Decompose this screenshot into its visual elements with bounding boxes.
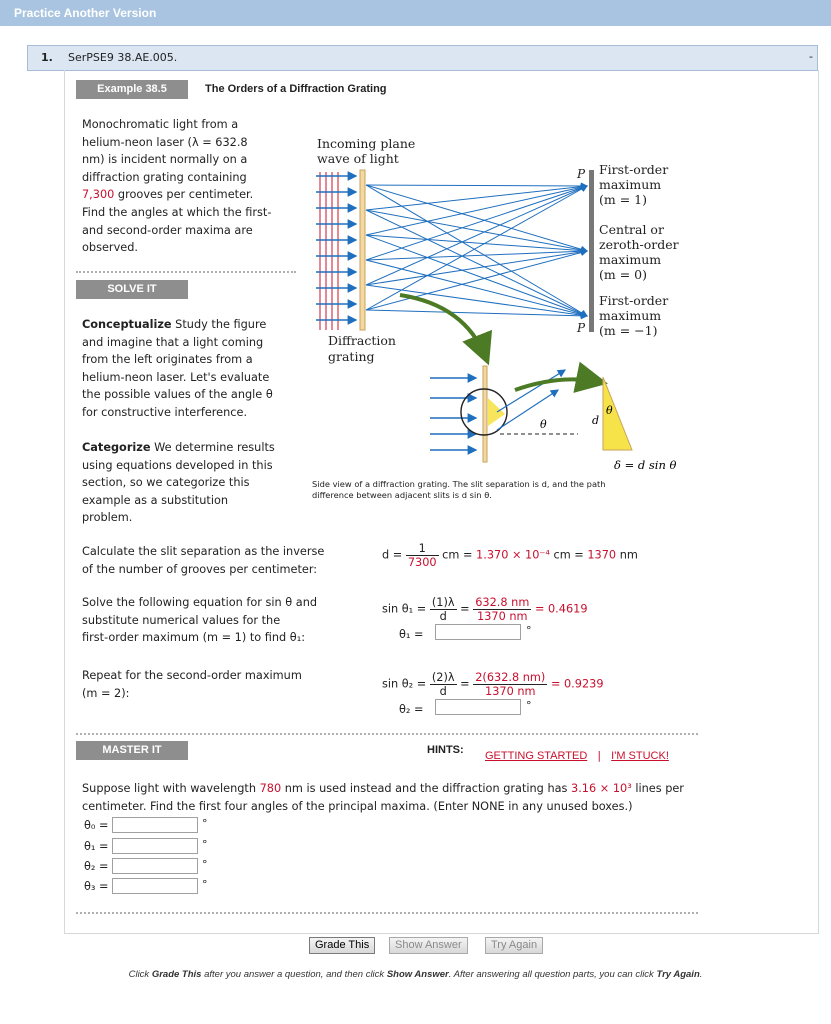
lines-value: 3.16 × 10³	[571, 782, 632, 795]
eq-sin1-d1: d	[439, 610, 447, 623]
first-order-top-2: maximum	[599, 177, 662, 192]
categorize-text: We determine results	[150, 441, 275, 454]
eq-d-fraction	[406, 542, 439, 569]
eq-sin2-frac2	[473, 671, 547, 698]
ray-up-1	[497, 370, 565, 412]
master-question	[82, 780, 712, 815]
practice-another-version-link[interactable]: Practice Another Version	[14, 6, 157, 20]
master-line: centimeter. Find the first four angles of the principal maxima. (Enter NONE in any unused boxes.)	[82, 799, 633, 813]
diffracted-ray	[366, 235, 587, 316]
categorize-heading: Categorize	[82, 441, 151, 454]
central-2: zeroth-order	[599, 237, 679, 252]
concept-line: the possible values of the angle θ	[82, 388, 273, 402]
eq-d-num: 1	[406, 542, 439, 556]
getting-started-link[interactable]: GETTING STARTED	[485, 750, 588, 762]
diffracted-ray	[366, 186, 587, 210]
categorize-line: section, so we categorize this	[82, 476, 250, 490]
conceptualize-heading: Conceptualize	[82, 318, 172, 331]
step-first-order	[82, 594, 362, 647]
label-incoming-1: Incoming plane	[317, 136, 416, 151]
zoom-arrow	[400, 295, 486, 358]
eq-d-unit3: nm	[616, 548, 638, 562]
step-second-order	[82, 667, 362, 702]
degree-symbol: °	[202, 878, 208, 891]
diffracted-rays	[366, 185, 587, 316]
theta1-master-input[interactable]	[112, 838, 198, 854]
first-order-bottom-2: maximum	[599, 308, 662, 323]
degree-symbol: °	[202, 817, 208, 830]
intro-line: observed.	[82, 241, 138, 255]
degree-symbol: °	[526, 699, 532, 712]
intro-line	[82, 186, 312, 204]
solve-it-badge: SOLVE IT	[76, 280, 188, 299]
divider	[76, 733, 698, 735]
conceptualize-paragraph	[82, 316, 312, 422]
step-line: first-order maximum (m = 1) to find θ₁:	[82, 631, 306, 645]
concept-line	[82, 316, 312, 334]
im-stuck-link[interactable]: I'M STUCK!	[611, 750, 669, 762]
eq-sin1-n1: (1)λ	[431, 596, 455, 609]
categorize-line: using equations developed in this	[82, 458, 273, 472]
label-diffraction: Diffraction	[328, 333, 396, 348]
equation-sin2	[382, 671, 604, 698]
degree-symbol: °	[202, 838, 208, 851]
intro-line: diffraction grating containing	[82, 170, 247, 184]
eq-sin1-result: = 0.4619	[534, 602, 588, 616]
master-it-badge: MASTER IT	[76, 741, 188, 760]
step-line: Repeat for the second-order maximum	[82, 669, 302, 682]
theta0-input[interactable]	[112, 817, 198, 833]
example-intro	[82, 116, 312, 257]
concept-line: from the left originates from a	[82, 353, 253, 367]
central-1: Central or	[599, 222, 664, 237]
intro-text: grooves per centimeter.	[114, 188, 254, 202]
eq-sin2-n1: (2)λ	[431, 671, 455, 684]
step-line: (m = 2):	[82, 686, 130, 700]
q-text: lines per	[631, 782, 684, 795]
eq-sin1-d2: 1370 nm	[477, 610, 528, 623]
concept-line: helium-neon laser. Let's evaluate	[82, 370, 270, 384]
theta2-input[interactable]	[435, 699, 521, 715]
side-view-arrows	[430, 378, 476, 450]
ray-up-2	[497, 390, 558, 430]
question-number: 1.	[41, 51, 53, 64]
first-order-top-1: First-order	[599, 162, 669, 177]
first-order-bottom-1: First-order	[599, 293, 669, 308]
intro-line: and second-order maxima are	[82, 223, 253, 237]
eq-sin2-eq: =	[460, 677, 470, 691]
eq-sin1-eq: =	[460, 602, 470, 616]
concept-text: Study the figure	[171, 318, 267, 331]
path-difference-label: δ = d sin θ	[614, 458, 677, 472]
footer-text: . After answering all question parts, you can click	[448, 969, 657, 980]
plane-wavefronts	[320, 172, 338, 330]
theta2-master-input[interactable]	[112, 858, 198, 874]
diffracted-ray	[366, 251, 587, 310]
eq-sin2-result: = 0.9239	[550, 677, 604, 691]
theta2-label: θ₂ =	[399, 703, 424, 716]
categorize-line: problem.	[82, 511, 133, 525]
theta2-master-label: θ₂ =	[84, 860, 109, 873]
caption-line: difference between adjacent slits is d sin θ.	[312, 490, 492, 500]
intro-line: Find the angles at which the first-	[82, 205, 272, 219]
q-text: nm is used instead and the diffraction grating has	[281, 782, 572, 795]
question-code: SerPSE9 38.AE.005.	[68, 51, 178, 64]
figure-caption	[312, 479, 672, 501]
central-4: (m = 0)	[599, 267, 647, 282]
diffracted-ray	[366, 185, 587, 186]
hints-label: HINTS:	[427, 744, 464, 756]
concept-line: for constructive interference.	[82, 405, 248, 419]
label-incoming-2: wave of light	[317, 151, 399, 166]
eq-sin2-frac1	[430, 671, 457, 698]
footer-text: after you answer a question, and then click	[201, 969, 387, 980]
footer-again: Try Again	[656, 969, 700, 980]
try-again-button[interactable]: Try Again	[485, 937, 543, 954]
master-line	[82, 780, 712, 798]
grooves-value: 7,300	[82, 188, 115, 202]
wavelength-value: 780	[259, 782, 282, 795]
intro-line: helium-neon laser (λ = 632.8	[82, 135, 248, 149]
eq-sin2-n2: 2(632.8 nm)	[475, 671, 546, 684]
step-slit-separation	[82, 543, 362, 578]
small-triangle	[488, 398, 505, 426]
label-P-bottom: P	[577, 321, 586, 335]
central-3: maximum	[599, 252, 662, 267]
diffracted-ray	[366, 210, 587, 251]
footer-text: .	[699, 969, 703, 980]
intro-line: Monochromatic light from a	[82, 118, 239, 131]
collapse-toggle[interactable]: -	[809, 50, 813, 63]
diffraction-figure	[300, 130, 690, 475]
label-P-top: P	[577, 167, 586, 181]
hints-links	[485, 744, 669, 763]
diffracted-ray	[366, 251, 587, 260]
grade-this-button[interactable]: Grade This	[309, 937, 375, 954]
categorize-line: example as a substitution	[82, 493, 229, 507]
label-d: d	[592, 414, 600, 427]
theta3-master-label: θ₃ =	[84, 880, 109, 893]
step-line: Calculate the slit separation as the inverse	[82, 545, 325, 558]
grating-side	[483, 366, 487, 462]
first-order-bottom-3: (m = −1)	[599, 323, 658, 338]
diffracted-ray	[366, 186, 587, 235]
theta1-master-label: θ₁ =	[84, 840, 109, 853]
divider	[76, 912, 698, 914]
eq-d-unit: cm =	[442, 548, 477, 562]
theta-large: θ	[606, 404, 613, 417]
eq-sin1-frac1	[430, 596, 457, 623]
caption-line: Side view of a diffraction grating. The slit separation is d, and the path	[312, 479, 606, 489]
degree-symbol: °	[202, 858, 208, 871]
eq-sin2-d1: d	[439, 685, 447, 698]
theta1-label: θ₁ =	[399, 628, 424, 641]
show-answer-button[interactable]: Show Answer	[389, 937, 468, 954]
equation-sin1	[382, 596, 588, 623]
eq-sin1-frac2	[473, 596, 531, 623]
eq-sin1-n2: 632.8 nm	[475, 596, 530, 609]
eq-sin2-lhs: sin θ₂ =	[382, 677, 427, 691]
degree-symbol: °	[526, 624, 532, 637]
example-badge: Example 38.5	[76, 80, 188, 99]
zoom-arrow-2	[515, 379, 600, 390]
incoming-arrows	[316, 176, 356, 320]
eq-d-unit2: cm =	[549, 548, 588, 562]
first-order-top-3: (m = 1)	[599, 192, 647, 207]
q-text: Suppose light with wavelength	[82, 782, 260, 795]
example-title: The Orders of a Diffraction Grating	[205, 83, 387, 95]
footer-instructions	[0, 969, 831, 980]
top-bar	[0, 0, 831, 26]
eq-d-val1: 1.370 × 10⁻⁴	[476, 548, 550, 562]
intro-line: nm) is incident normally on a	[82, 153, 248, 167]
eq-d-lhs: d =	[382, 548, 403, 562]
label-grating: grating	[328, 349, 375, 364]
divider	[76, 271, 296, 273]
footer-show: Show Answer	[386, 969, 449, 980]
equation-d	[382, 542, 638, 569]
concept-line: and imagine that a light coming	[82, 335, 264, 349]
step-line: Solve the following equation for sin θ and	[82, 596, 318, 609]
theta0-label: θ₀ =	[84, 819, 109, 832]
footer-text: Click	[128, 969, 152, 980]
step-line: of the number of grooves per centimeter:	[82, 562, 318, 576]
footer-grade: Grade This	[151, 969, 202, 980]
hints-separator: |	[597, 749, 602, 762]
theta-small: θ	[540, 418, 547, 431]
eq-sin1-lhs: sin θ₁ =	[382, 602, 427, 616]
diffracted-ray	[366, 185, 587, 251]
grating-top	[360, 170, 365, 330]
eq-sin2-d2: 1370 nm	[485, 685, 536, 698]
step-line: substitute numerical values for the	[82, 613, 281, 627]
theta3-master-input[interactable]	[112, 878, 198, 894]
diffracted-ray	[366, 186, 587, 285]
categorize-paragraph	[82, 439, 312, 527]
categorize-line	[82, 439, 312, 457]
screen	[589, 170, 594, 332]
eq-d-den: 7300	[407, 556, 437, 569]
theta1-input[interactable]	[435, 624, 521, 640]
question-header	[27, 45, 818, 71]
eq-d-val2: 1370	[587, 548, 617, 562]
